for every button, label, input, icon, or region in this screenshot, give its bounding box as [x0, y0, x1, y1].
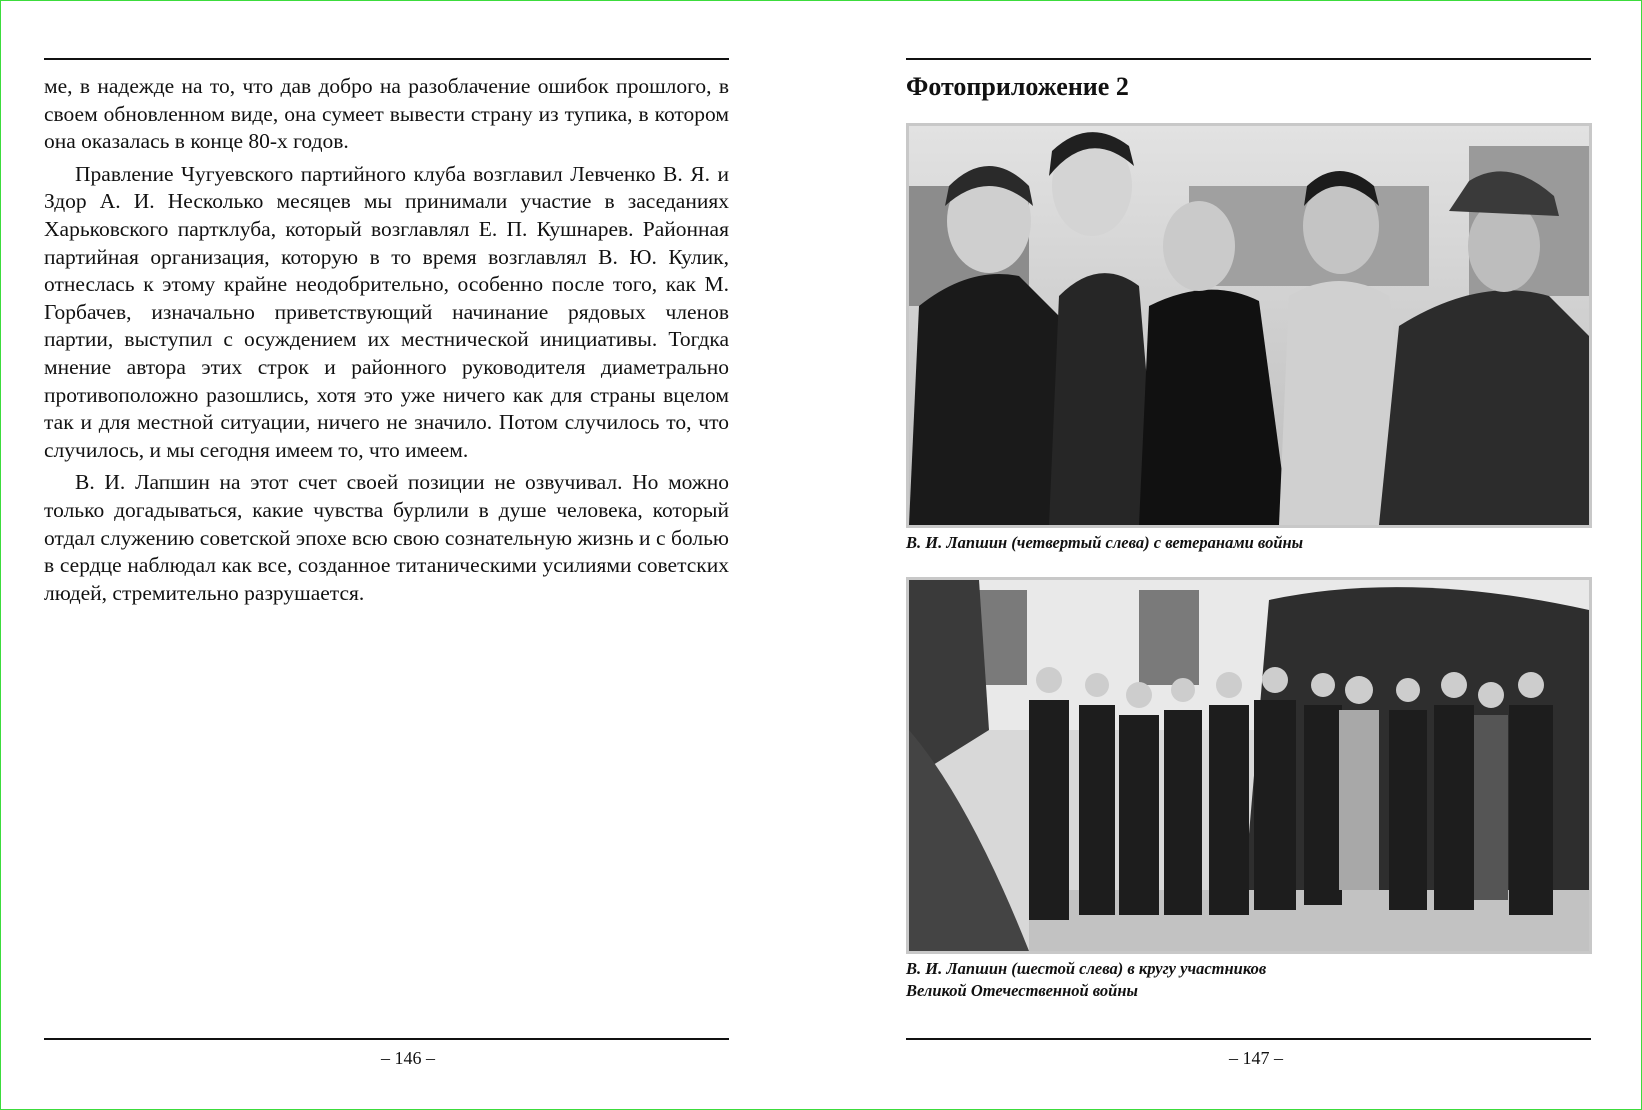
caption-photo-group	[906, 958, 1266, 1002]
photo-group	[906, 577, 1592, 954]
top-rule-left	[44, 58, 729, 60]
caption-photo-veterans	[906, 532, 1303, 554]
bottom-rule-right	[906, 1038, 1591, 1040]
bottom-rule-left	[44, 1038, 729, 1040]
caption-line-2: Великой Отечественной войны	[906, 981, 1138, 1000]
page-number-right: – 147 –	[1229, 1048, 1283, 1068]
section-heading: Фотоприложение 2	[906, 72, 1129, 101]
top-rule-right	[906, 58, 1591, 60]
page-number-left: – 146 –	[381, 1048, 435, 1068]
caption-line: В. И. Лапшин (четвертый слева) с ветеранами войны	[906, 533, 1304, 552]
paragraph-2: Правление Чугуевского партийного клуба возглавил Левченко В. Я. и Здор А. И. Несколько месяцев мы принимали участие в заседаниях Харьковского партклуба, который возглавлял Е. П. Кушнарев. Районная партийная организация, которую в то время возглавлял В. Ю. Кулик, отнеслась к этому крайне неодобрительно, особенно после того, как М. Горбачев, изначально приветствующий начинание рядовых членов партии, выступил с осуждением их местнической инициативы. Тогдка мнение автора этих строк и районного руководителя диаметрально противоположно разошлись, хотя это уже ничего как для страны вцелом так и для местной ситуации, ничего не значило. Потом случилось то, что случилось, и мы сегодня имеем то, что имеем.	[44, 161, 729, 462]
paragraph-3: В. И. Лапшин на этот счет своей позиции не озвучивал. Но можно только догадываться, какие чувства бурлили в душе человека, который отдал служению советской эпохе всю свою сознательную жизнь и с болью в сердце наблюдал как все, созданное титаническими усилиями советских людей, стремительно разрушается.	[44, 470, 729, 605]
caption-line-1: В. И. Лапшин (шестой слева) в кругу участников	[906, 959, 1267, 978]
photo-group-image	[909, 580, 1589, 951]
left-page-text	[44, 73, 729, 612]
paragraph-1: ме, в надежде на то, что дав добро на разоблачение ошибок прошлого, в своем обновленном виде, она сумеет вывести страну из тупика, в котором она оказалась в конце 80-х годов.	[44, 74, 729, 154]
photo-veterans	[906, 123, 1592, 528]
photo-veterans-image	[909, 126, 1589, 525]
